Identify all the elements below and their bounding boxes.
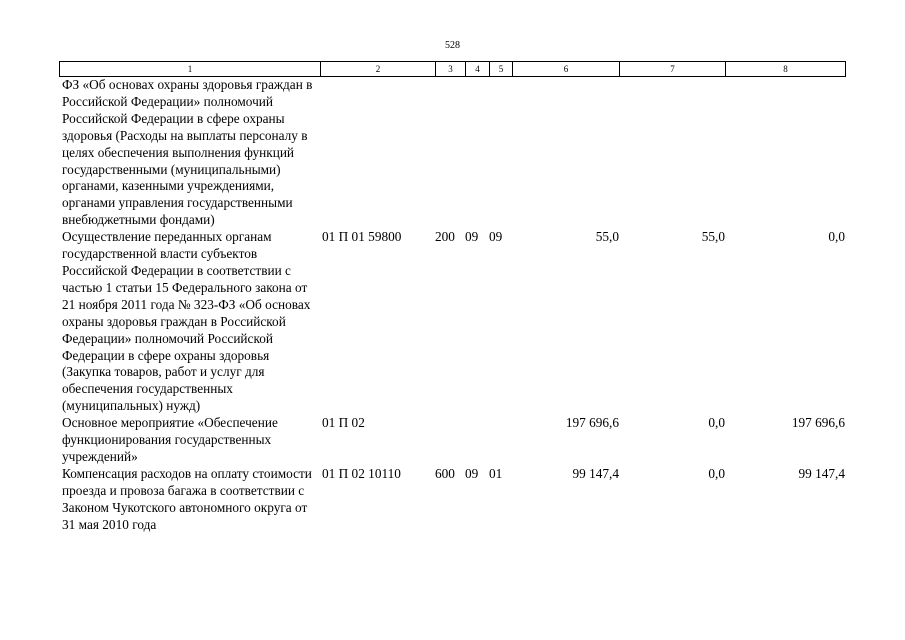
column-header-3: 3 — [436, 62, 466, 77]
row-name: Осуществление переданных органам государственной власти субъектов Российской Федерации в соответствии с частью 1 статьи 15 Федерального закона от 21 ноября 2011 года № 323-ФЗ «Об основах охраны здоровья граждан в Российской Федерации» полномочий Российской Федерации в сфере охраны здоровья (Закупка товаров, работ и услуг для обеспечения государственных (муниципальных) нужд) — [62, 229, 311, 414]
row-col-3: 200 — [435, 229, 455, 245]
row-code: 01 П 02 10110 — [322, 465, 401, 481]
row-name: ФЗ «Об основах охраны здоровья граждан в Российской Федерации» полномочий Российской Федерации в сфере охраны здоровья (Расходы на выплаты персоналу в целях обеспечения выполнения функций государственными (муниципальными) органами, казенными учреждениями, органами управления государственными внебюджетными фондами) — [62, 77, 313, 228]
row-col-4 — [465, 415, 489, 466]
row-name: Компенсация расходов на оплату стоимости проезда и провоза багажа в соответствии с Законом Чукотского автономного округа от 31 мая 2010 года — [62, 465, 312, 532]
row-col-5 — [489, 77, 512, 229]
table-row — [59, 415, 845, 466]
column-header-1: 1 — [60, 62, 321, 77]
row-code: 01 П 01 59800 — [322, 229, 402, 245]
column-header-4: 4 — [466, 62, 490, 77]
row-col-5: 09 — [489, 229, 503, 245]
column-header-row — [60, 62, 846, 77]
row-col-3: 600 — [435, 465, 455, 481]
row-col-6: 55,0 — [595, 229, 619, 245]
table-row — [59, 229, 845, 415]
row-col-7 — [619, 77, 725, 229]
row-col-5: 01 — [489, 465, 503, 481]
row-name: Основное мероприятие «Обеспечение функционирования государственных учреждений» — [62, 415, 278, 464]
row-col-8 — [725, 77, 845, 229]
page-number: 528 — [445, 40, 460, 51]
row-col-4 — [465, 77, 489, 229]
table-row — [59, 466, 845, 534]
row-col-5 — [489, 415, 512, 466]
row-col-7: 55,0 — [701, 229, 725, 245]
row-code: 01 П 02 — [322, 415, 365, 431]
row-col-4: 09 — [465, 229, 479, 245]
row-col-7: 0,0 — [708, 465, 725, 481]
row-col-6: 197 696,6 — [565, 415, 619, 431]
column-header-6: 6 — [513, 62, 620, 77]
column-header-2: 2 — [321, 62, 436, 77]
row-col-6: 99 147,4 — [572, 465, 619, 481]
column-header-8: 8 — [726, 62, 846, 77]
row-col-7: 0,0 — [708, 415, 725, 431]
column-header-5: 5 — [490, 62, 513, 77]
row-col-8: 197 696,6 — [791, 415, 845, 431]
row-col-4: 09 — [465, 465, 479, 481]
column-header-7: 7 — [620, 62, 726, 77]
row-code — [320, 77, 435, 229]
table-row — [59, 77, 845, 229]
budget-table — [59, 77, 845, 533]
row-col-8: 99 147,4 — [798, 465, 845, 481]
column-header-table — [59, 61, 846, 77]
row-col-3 — [435, 415, 465, 466]
row-col-6 — [512, 77, 619, 229]
row-col-3 — [435, 77, 465, 229]
row-col-8: 0,0 — [828, 229, 845, 245]
